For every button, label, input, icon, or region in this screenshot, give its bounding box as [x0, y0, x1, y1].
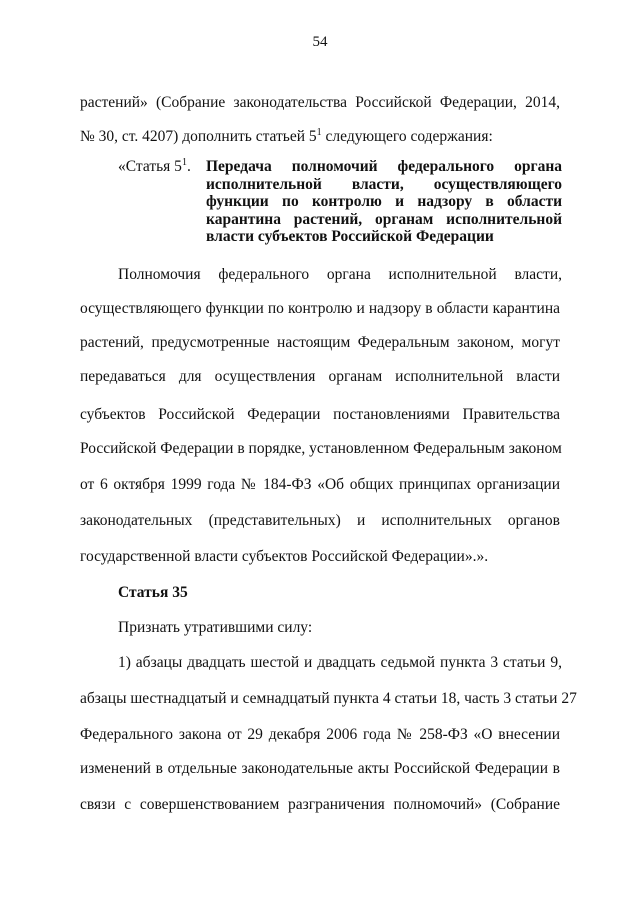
body-line-last: государственной власти субъектов Российской Федерации».». [80, 548, 489, 565]
item-1-line: Федерального закона от 29 декабря 2006 года № 258-ФЗ «О внесении [80, 726, 560, 743]
article-label-dot: . [186, 158, 191, 175]
body-line: Полномочия федерального органа исполнительной власти, [118, 266, 562, 283]
body-line: субъектов Российской Федерации постановлениями Правительства [80, 406, 560, 423]
intro-line-2 [80, 120, 560, 154]
intro-line-2-tail: следующего содержания: [321, 128, 493, 145]
body-line: растений, предусмотренные настоящим Федеральным законом, могут [80, 334, 560, 351]
article-title-line: власти субъектов Российской Федерации [206, 228, 494, 245]
article-35-heading: Статья 35 [118, 584, 188, 601]
body-line: законодательных (представительных) и исполнительных органов [80, 512, 560, 529]
intro-line-1: растений» (Собрание законодательства Российской Федерации, 2014, [80, 94, 560, 111]
item-1-line: абзацы шестнадцатый и семнадцатый пункта 4 статьи 18, часть 3 статьи 27 [80, 690, 577, 707]
article-label-sup: 1 [181, 157, 187, 168]
page-number: 54 [312, 34, 328, 50]
item-1-line: изменений в отдельные законодательные акты Российской Федерации в [80, 760, 560, 777]
body-line: от 6 октября 1999 года № 184-ФЗ «Об общих принципах организации [80, 476, 560, 493]
body-line: Российской Федерации в порядке, установленном Федеральным законом [80, 440, 562, 457]
intro-line-2-text: № 30, ст. 4207) дополнить статьей 5 [80, 128, 317, 145]
article-title-line: функции по контролю и надзору в области [206, 193, 562, 210]
article-title-line: Передача полномочий федерального органа [206, 158, 562, 175]
article-title-line: исполнительной власти, осуществляющего [206, 175, 562, 193]
intro-line-2-sup: 1 [316, 127, 322, 138]
article-5-1-label [118, 158, 191, 176]
body-line: передаваться для осуществления органам исполнительной власти [80, 368, 560, 385]
article-35-intro: Признать утратившими силу: [118, 619, 313, 636]
article-title-line: карантина растений, органам исполнительной [206, 210, 562, 228]
body-line: осуществляющего функции по контролю и надзору в области карантина [80, 300, 560, 317]
item-1-line: 1) абзацы двадцать шестой и двадцать седьмой пункта 3 статьи 9, [118, 654, 562, 671]
item-1-line: связи с совершенствованием разграничения полномочий» (Собрание [80, 796, 560, 813]
article-label-text: «Статья 5 [118, 158, 182, 175]
article-5-1-title [206, 158, 562, 246]
